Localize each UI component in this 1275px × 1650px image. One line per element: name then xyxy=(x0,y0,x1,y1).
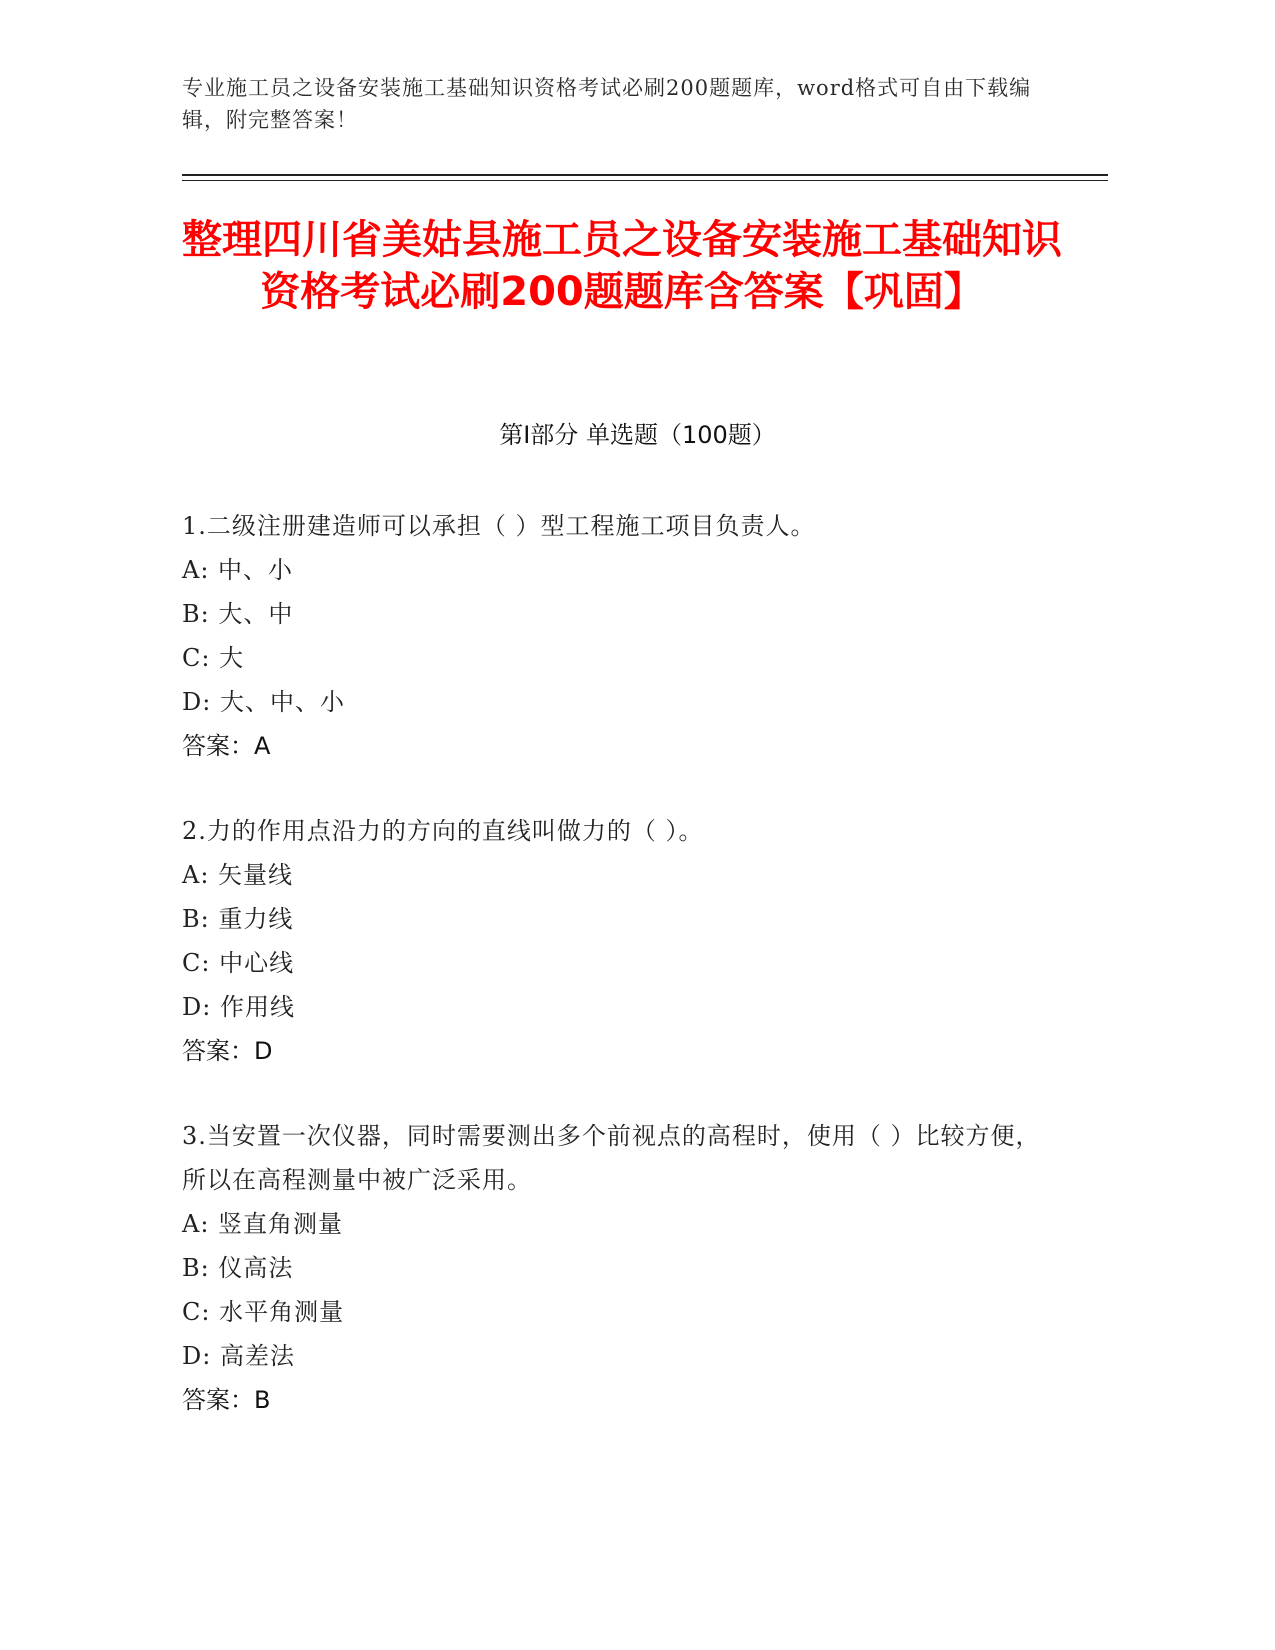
answer: 答案：D xyxy=(182,1037,273,1065)
question-text: 3.当安置一次仪器，同时需要测出多个前视点的高程时，使用（ ）比较方便，所以在高程测量中被广泛采用。 xyxy=(182,1122,1041,1194)
document-title: 整理四川省美姑县施工员之设备安装施工基础知识资格考试必刷200题题库含答案【巩固】 xyxy=(182,217,1062,315)
answer: 答案：A xyxy=(182,732,271,760)
header-rule-thin xyxy=(182,180,1108,181)
option-d: D: 高差法 xyxy=(182,1342,295,1370)
answer: 答案：B xyxy=(182,1386,271,1414)
option-d: D: 作用线 xyxy=(182,993,295,1021)
option-a: A: 竖直角测量 xyxy=(182,1210,344,1238)
question-3 xyxy=(182,1114,1062,1422)
section-heading: 第Ⅰ部分 单选题（100题） xyxy=(499,421,776,449)
option-b: B: 仪高法 xyxy=(182,1254,294,1282)
header-note: 专业施工员之设备安装施工基础知识资格考试必刷200题题库，word格式可自由下载编辑，附完整答案！ xyxy=(182,76,1032,132)
question-2 xyxy=(182,809,1062,1073)
option-b: B: 重力线 xyxy=(182,905,294,933)
option-c: C: 中心线 xyxy=(182,949,295,977)
option-d: D: 大、中、小 xyxy=(182,688,345,716)
question-text: 1.二级注册建造师可以承担（ ）型工程施工项目负责人。 xyxy=(182,512,816,540)
header-rule-thick xyxy=(182,174,1108,176)
question-text: 2.力的作用点沿力的方向的直线叫做力的（ ）。 xyxy=(182,817,704,845)
option-c: C: 水平角测量 xyxy=(182,1298,345,1326)
option-a: A: 矢量线 xyxy=(182,861,294,889)
option-b: B: 大、中 xyxy=(182,600,294,628)
option-a: A: 中、小 xyxy=(182,556,294,584)
question-1 xyxy=(182,504,1062,768)
option-c: C: 大 xyxy=(182,644,245,672)
